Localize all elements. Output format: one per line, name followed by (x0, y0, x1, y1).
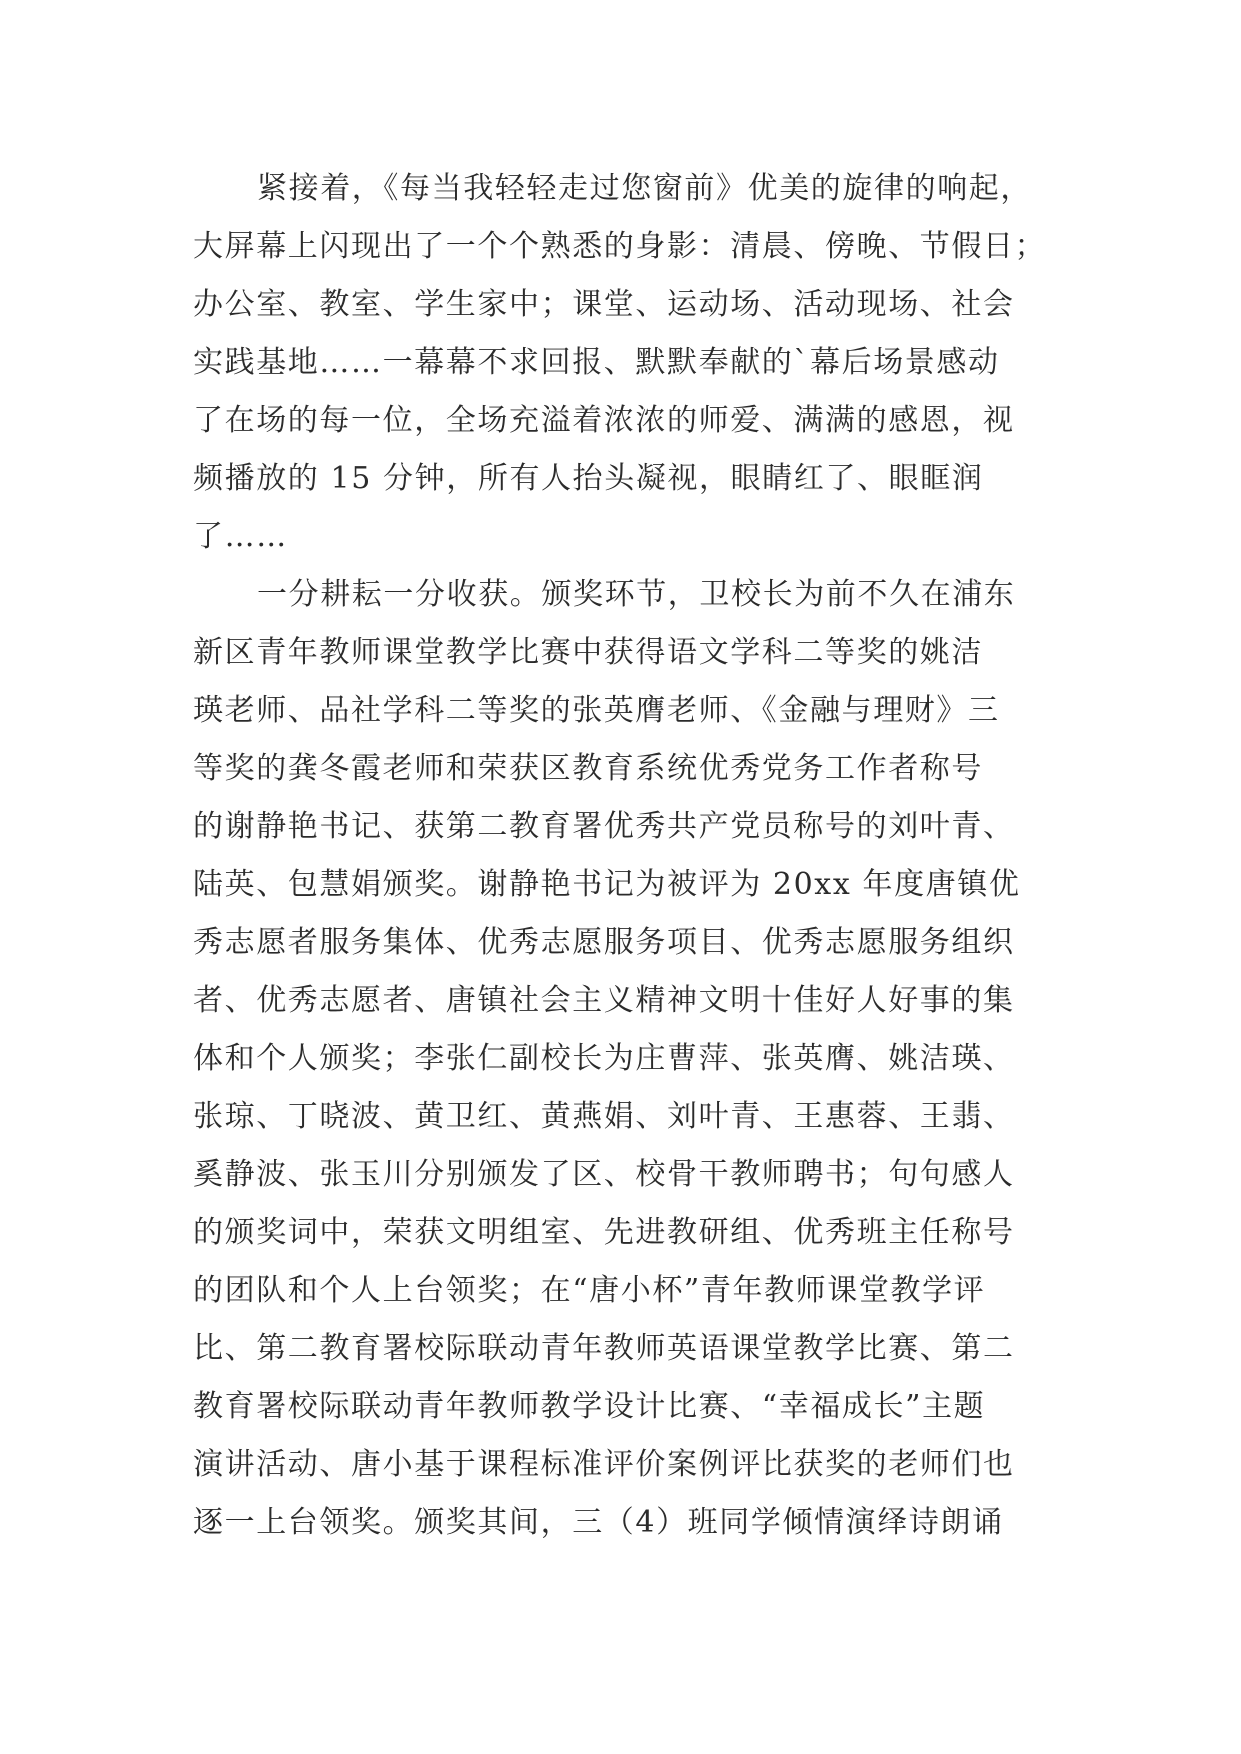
text-line: 教育署校际联动青年教师教学设计比赛、“幸福成长”主题 (193, 1389, 986, 1424)
text-line: 大屏幕上闪现出了一个个熟悉的身影：清晨、傍晚、节假日； (193, 229, 1047, 264)
text-line: 办公室、教室、学生家中；课堂、运动场、活动现场、社会 (193, 287, 1015, 322)
text-line: 一分耕耘一分收获。颁奖环节，卫校长为前不久在浦东 (257, 577, 1016, 612)
text-line: 演讲活动、唐小基于课程标准评价案例评比获奖的老师们也 (193, 1447, 1015, 1482)
text-line: 频播放的 15 分钟，所有人抬头凝视，眼睛红了、眼眶润 (193, 461, 984, 496)
text-line: 瑛老师、品社学科二等奖的张英膺老师、《金融与理财》三 (193, 693, 1000, 728)
text-line: 的团队和个人上台领奖；在“唐小杯”青年教师课堂教学评 (193, 1273, 986, 1308)
text-line: 张琼、丁晓波、黄卫红、黄燕娟、刘叶青、王惠蓉、王翡、 (193, 1099, 1015, 1134)
text-line: 了在场的每一位，全场充溢着浓浓的师爱、满满的感恩，视 (193, 403, 1015, 438)
text-line: 秀志愿者服务集体、优秀志愿服务项目、优秀志愿服务组织 (193, 925, 1015, 960)
paragraph-1 (193, 160, 1053, 566)
text-line: 紧接着，《每当我轻轻走过您窗前》优美的旋律的响起， (257, 171, 1032, 206)
text-line: 实践基地……一幕幕不求回报、默默奉献的`幕后场景感动 (193, 345, 1000, 380)
document-body (193, 160, 1053, 1552)
text-line: 奚静波、张玉川分别颁发了区、校骨干教师聘书；句句感人 (193, 1157, 1015, 1192)
text-line: 者、优秀志愿者、唐镇社会主义精神文明十佳好人好事的集 (193, 983, 1015, 1018)
text-line: 了…… (193, 519, 288, 554)
text-line: 的颁奖词中，荣获文明组室、先进教研组、优秀班主任称号 (193, 1215, 1015, 1250)
text-line: 新区青年教师课堂教学比赛中获得语文学科二等奖的姚洁 (193, 635, 983, 670)
text-line: 陆英、包慧娟颁奖。谢静艳书记为被评为 20xx 年度唐镇优 (193, 867, 1021, 902)
text-line: 比、第二教育署校际联动青年教师英语课堂教学比赛、第二 (193, 1331, 1015, 1366)
text-line: 等奖的龚冬霞老师和荣获区教育系统优秀党务工作者称号 (193, 751, 983, 786)
paragraph-2 (193, 566, 1053, 1552)
text-line: 体和个人颁奖；李张仁副校长为庄曹萍、张英膺、姚洁瑛、 (193, 1041, 1015, 1076)
text-line: 逐一上台领奖。颁奖其间，三（4）班同学倾情演绎诗朗诵 (193, 1505, 1004, 1540)
text-line: 的谢静艳书记、获第二教育署优秀共产党员称号的刘叶青、 (193, 809, 1015, 844)
